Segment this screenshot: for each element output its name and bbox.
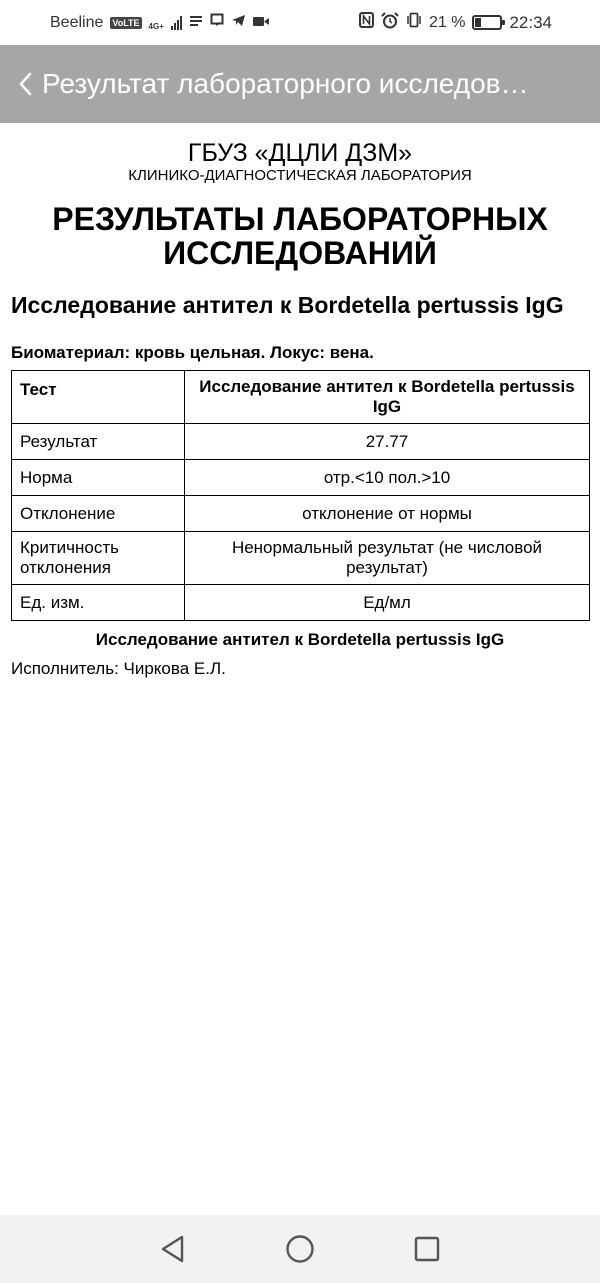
table-row xyxy=(12,532,590,585)
table-header-value: Исследование антител к Bordetella pertussis IgG xyxy=(185,371,590,424)
app-bar xyxy=(0,45,600,123)
table-row xyxy=(12,496,590,532)
results-table xyxy=(11,370,590,621)
laboratory-name: КЛИНИКО-ДИАГНОСТИЧЕСКАЯ ЛАБОРАТОРИЯ xyxy=(128,167,472,184)
organization-name: ГБУЗ «ДЦЛИ ДЗМ» xyxy=(187,139,413,167)
battery-percent: 21 % xyxy=(428,13,466,31)
battery-icon xyxy=(472,15,502,30)
signal-icon xyxy=(171,16,182,30)
table-row xyxy=(12,424,590,460)
video-icon xyxy=(253,14,269,32)
vibrate-icon xyxy=(406,12,422,33)
volte-badge: VoLTE xyxy=(112,17,140,28)
navigation-bar xyxy=(0,1215,600,1283)
executor-name: Исполнитель: Чиркова Е.Л. xyxy=(11,659,226,678)
nfc-icon xyxy=(359,12,374,33)
row-label: Отклонение xyxy=(12,496,185,532)
nav-home-icon[interactable] xyxy=(280,1229,320,1269)
message-icon xyxy=(210,13,224,32)
network-type: 4G+ xyxy=(148,22,164,31)
page-title: Результат лабораторного исследов… xyxy=(42,68,529,99)
table-row xyxy=(12,460,590,496)
status-bar-left xyxy=(50,13,269,32)
row-label: Критичность отклонения xyxy=(12,532,185,585)
notification-list-icon xyxy=(189,14,203,32)
row-value: отклонение от нормы xyxy=(185,496,590,532)
document xyxy=(0,123,600,680)
study-title: Исследование антител к Bordetella pertussis IgG xyxy=(11,292,564,318)
nav-back-icon[interactable] xyxy=(153,1229,193,1269)
status-bar xyxy=(0,0,600,45)
row-value: Ед/мл xyxy=(185,585,590,621)
table-row xyxy=(12,585,590,621)
row-value: 27.77 xyxy=(185,424,590,460)
back-arrow-icon[interactable] xyxy=(18,69,38,99)
row-value: отр.<10 пол.>10 xyxy=(185,460,590,496)
row-label: Норма xyxy=(12,460,185,496)
status-bar-right xyxy=(359,12,552,34)
table-caption: Исследование антител к Bordetella pertussis IgG xyxy=(95,630,505,649)
row-label: Ед. изм. xyxy=(12,585,185,621)
clock: 22:34 xyxy=(509,12,552,32)
table-header-label: Тест xyxy=(12,371,185,424)
carrier-name: Beeline xyxy=(50,13,104,31)
table-header-row xyxy=(12,371,590,424)
telegram-icon xyxy=(231,14,246,32)
nav-recents-icon[interactable] xyxy=(407,1229,447,1269)
alarm-icon xyxy=(381,12,399,34)
document-title: РЕЗУЛЬТАТЫ ЛАБОРАТОРНЫХ ИССЛЕДОВАНИЙ xyxy=(52,201,548,271)
biomaterial-info: Биоматериал: кровь цельная. Локус: вена. xyxy=(11,343,374,362)
row-value: Ненормальный результат (не числовой результат) xyxy=(185,532,590,585)
row-label: Результат xyxy=(12,424,185,460)
